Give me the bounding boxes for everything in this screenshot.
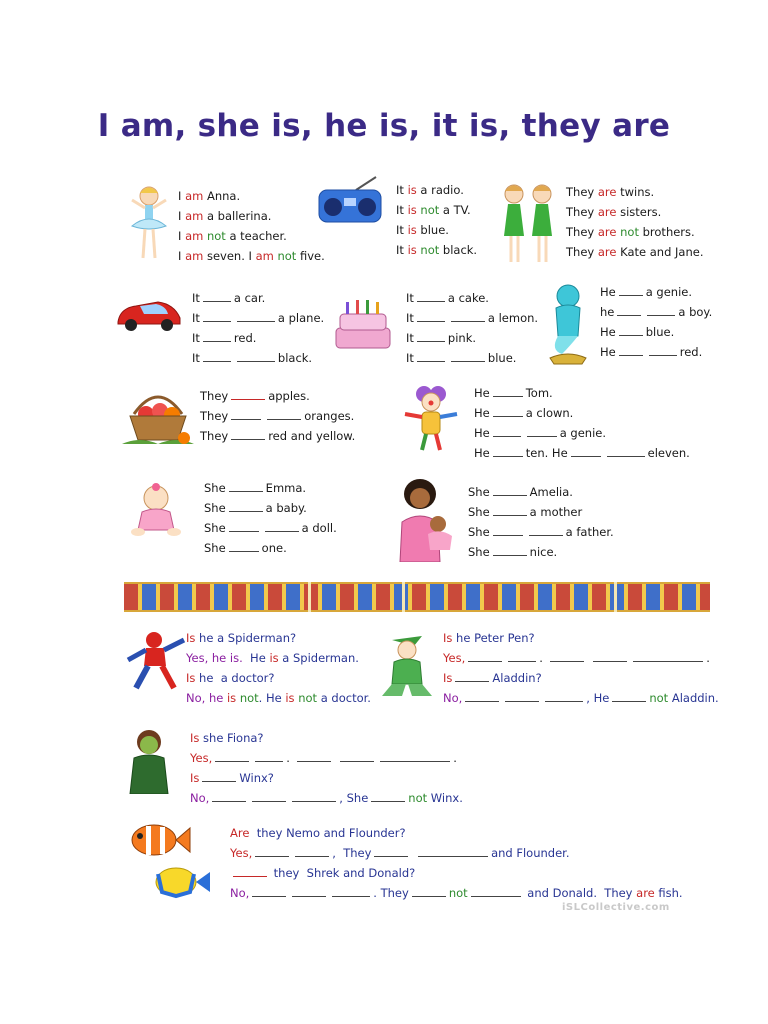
strip-divider bbox=[308, 582, 311, 612]
answer-blank[interactable] bbox=[607, 445, 645, 457]
qa-spiderman bbox=[186, 628, 371, 708]
car-illustration bbox=[114, 294, 184, 334]
sentence: They are not brothers. bbox=[566, 225, 695, 239]
exercise-line: He ten. He eleven. bbox=[474, 446, 690, 460]
answer-blank[interactable] bbox=[418, 845, 488, 857]
answer-blank[interactable] bbox=[255, 750, 283, 762]
sentence: I am Anna. bbox=[178, 189, 241, 203]
exercise-line: They oranges. bbox=[200, 409, 355, 423]
answer-blank[interactable] bbox=[371, 790, 405, 802]
question: Is he a Spiderman? bbox=[186, 631, 297, 645]
exercise-line: It black. bbox=[192, 351, 313, 365]
sentence: It is not black. bbox=[396, 243, 478, 257]
answer-blank[interactable] bbox=[203, 330, 231, 342]
exercise-line: He Tom. bbox=[474, 386, 553, 400]
exercise-line: They apples. bbox=[200, 389, 310, 403]
answer-blank[interactable] bbox=[527, 425, 557, 437]
answer-blank[interactable] bbox=[417, 290, 445, 302]
exercise-line: She Amelia. bbox=[468, 485, 573, 499]
exercise-line: They red and yellow. bbox=[200, 429, 356, 443]
answer-blank[interactable] bbox=[231, 408, 261, 420]
qa-fiona bbox=[190, 728, 463, 808]
answer-blank[interactable] bbox=[451, 310, 485, 322]
sentence: I am a ballerina. bbox=[178, 209, 272, 223]
answer-blank[interactable] bbox=[292, 885, 326, 897]
watermark: iSLCollective.com bbox=[562, 902, 670, 913]
qa-peter-pan bbox=[443, 628, 719, 708]
question: Are they Nemo and Flounder? bbox=[230, 826, 406, 840]
answer-blank[interactable] bbox=[493, 484, 527, 496]
answer-blank[interactable] bbox=[465, 690, 499, 702]
answer-blank[interactable] bbox=[237, 350, 275, 362]
answer-blank[interactable] bbox=[455, 670, 489, 682]
answer-blank[interactable] bbox=[647, 304, 675, 316]
answer-blank[interactable] bbox=[267, 408, 301, 420]
sentence: They are sisters. bbox=[566, 205, 662, 219]
answer-blank[interactable] bbox=[292, 790, 336, 802]
exercise-line: She Emma. bbox=[204, 481, 307, 495]
page-title: I am, she is, he is, it is, they are bbox=[97, 108, 671, 144]
answer-blank[interactable] bbox=[633, 650, 703, 662]
radio-illustration bbox=[316, 176, 384, 226]
answer-blank[interactable] bbox=[215, 750, 249, 762]
exercise-line: It a plane. bbox=[192, 311, 325, 325]
answer-blank[interactable] bbox=[593, 650, 627, 662]
answer: Yes, , They and Flounder. bbox=[230, 846, 570, 860]
answer: No, , She not Winx. bbox=[190, 791, 463, 805]
answer-blank[interactable] bbox=[508, 650, 536, 662]
exercise-line: It a lemon. bbox=[406, 311, 539, 325]
exercise-line: She nice. bbox=[468, 545, 558, 559]
sec3-col1 bbox=[200, 386, 355, 446]
answer-blank[interactable] bbox=[255, 845, 289, 857]
nemo-and-flounder-illustration bbox=[118, 818, 212, 904]
sentence: It is a radio. bbox=[396, 183, 464, 197]
answer-blank[interactable] bbox=[417, 310, 445, 322]
sec1-col3 bbox=[566, 182, 704, 262]
genie-illustration bbox=[540, 280, 594, 366]
exercise-line: He red. bbox=[600, 345, 703, 359]
answer-blank[interactable] bbox=[505, 690, 539, 702]
answer-blank[interactable] bbox=[471, 885, 521, 897]
clown-illustration bbox=[402, 384, 460, 454]
twins-illustration bbox=[498, 180, 558, 266]
exercise-line: It red. bbox=[192, 331, 257, 345]
answer: No, . They not and Donald. They are fish. bbox=[230, 886, 683, 900]
answer-blank[interactable] bbox=[619, 344, 643, 356]
spiderman-illustration bbox=[124, 630, 188, 692]
exercise-line: It pink. bbox=[406, 331, 477, 345]
answer-blank[interactable] bbox=[380, 750, 450, 762]
answer-blank[interactable] bbox=[265, 520, 299, 532]
sec4-col1 bbox=[204, 478, 337, 558]
answer-blank[interactable] bbox=[571, 445, 601, 457]
exercise-line: It blue. bbox=[406, 351, 517, 365]
peter-pan-illustration bbox=[378, 630, 436, 700]
fiona-illustration bbox=[124, 728, 174, 794]
answer-blank[interactable] bbox=[295, 845, 329, 857]
answer-blank[interactable] bbox=[203, 290, 231, 302]
answer-blank[interactable] bbox=[202, 770, 236, 782]
exercise-line: It a cake. bbox=[406, 291, 489, 305]
exercise-line: She a doll. bbox=[204, 521, 337, 535]
answer-blank[interactable] bbox=[545, 690, 583, 702]
sentence: It is not a TV. bbox=[396, 203, 471, 217]
sentence: It is blue. bbox=[396, 223, 449, 237]
answer-blank[interactable] bbox=[550, 650, 584, 662]
sec4-col2 bbox=[468, 482, 614, 562]
answer-blank[interactable] bbox=[203, 310, 231, 322]
question: Is he a doctor? bbox=[186, 671, 275, 685]
exercise-line: he a boy. bbox=[600, 305, 713, 319]
exercise-line: He a genie. bbox=[600, 285, 693, 299]
question: Is he Peter Pen? bbox=[443, 631, 535, 645]
sentence: They are Kate and Jane. bbox=[566, 245, 704, 259]
answer: Yes, he is. He is a Spiderman. bbox=[186, 651, 359, 665]
answer-blank[interactable] bbox=[374, 845, 408, 857]
sec2-col1 bbox=[192, 288, 324, 368]
answer: No, , He not Aladdin. bbox=[443, 691, 719, 705]
answer-blank[interactable] bbox=[493, 445, 523, 457]
exercise-line: It a car. bbox=[192, 291, 266, 305]
baby-illustration bbox=[128, 482, 184, 540]
answer-blank[interactable] bbox=[332, 885, 370, 897]
ballerina-illustration bbox=[126, 184, 172, 264]
sec1-col1 bbox=[178, 186, 325, 266]
answer-blank[interactable] bbox=[233, 865, 267, 877]
sec1-col2 bbox=[396, 180, 477, 260]
sentence: They are twins. bbox=[566, 185, 655, 199]
sentence: I am seven. I am not five. bbox=[178, 249, 325, 263]
answer-blank[interactable] bbox=[229, 520, 259, 532]
answer-blank[interactable] bbox=[252, 885, 286, 897]
exercise-line: He a genie. bbox=[474, 426, 607, 440]
exercise-line: She a father. bbox=[468, 525, 614, 539]
question: Is Winx? bbox=[190, 771, 274, 785]
answer-blank[interactable] bbox=[619, 284, 643, 296]
answer-blank[interactable] bbox=[493, 544, 527, 556]
answer: No, he is not. He is not a doctor. bbox=[186, 691, 371, 705]
question: Is she Fiona? bbox=[190, 731, 264, 745]
sec3-col2 bbox=[474, 383, 690, 463]
cake-illustration bbox=[332, 298, 394, 352]
answer-blank[interactable] bbox=[493, 524, 523, 536]
exercise-line: She a mother bbox=[468, 505, 583, 519]
apple-basket-illustration bbox=[120, 384, 196, 448]
answer-blank[interactable] bbox=[617, 304, 641, 316]
answer-blank[interactable] bbox=[297, 750, 331, 762]
answer-blank[interactable] bbox=[231, 388, 265, 400]
sec2-col2 bbox=[406, 288, 538, 368]
answer-blank[interactable] bbox=[493, 425, 521, 437]
question: Is Aladdin? bbox=[443, 671, 542, 685]
answer-blank[interactable] bbox=[529, 524, 563, 536]
answer-blank[interactable] bbox=[229, 500, 263, 512]
answer-blank[interactable] bbox=[237, 310, 275, 322]
answer: Yes, . . bbox=[190, 751, 457, 765]
exercise-line: She one. bbox=[204, 541, 287, 555]
answer-blank[interactable] bbox=[231, 428, 265, 440]
answer-blank[interactable] bbox=[649, 344, 677, 356]
question: they Shrek and Donald? bbox=[230, 863, 683, 883]
answer-blank[interactable] bbox=[417, 330, 445, 342]
answer-blank[interactable] bbox=[493, 504, 527, 516]
answer-blank[interactable] bbox=[493, 405, 523, 417]
answer-blank[interactable] bbox=[417, 350, 445, 362]
answer-blank[interactable] bbox=[340, 750, 374, 762]
exercise-line: He a clown. bbox=[474, 406, 574, 420]
strip-divider bbox=[402, 582, 405, 612]
answer-blank[interactable] bbox=[619, 324, 643, 336]
sentence: I am not a teacher. bbox=[178, 229, 287, 243]
answer-blank[interactable] bbox=[229, 480, 263, 492]
answer-blank[interactable] bbox=[203, 350, 231, 362]
sec2-col3 bbox=[600, 282, 712, 362]
answer: Yes, . . bbox=[443, 651, 710, 665]
strip-divider bbox=[614, 582, 617, 612]
answer-blank[interactable] bbox=[229, 540, 259, 552]
exercise-line: She a baby. bbox=[204, 501, 307, 515]
answer-blank[interactable] bbox=[493, 385, 523, 397]
spiderman-border-strip bbox=[124, 582, 710, 612]
qa-nemo-flounder bbox=[230, 823, 683, 903]
answer-blank[interactable] bbox=[612, 690, 646, 702]
answer-blank[interactable] bbox=[451, 350, 485, 362]
answer-blank[interactable] bbox=[468, 650, 502, 662]
answer-blank[interactable] bbox=[412, 885, 446, 897]
mother-and-baby-illustration bbox=[394, 478, 456, 562]
answer-blank[interactable] bbox=[212, 790, 246, 802]
answer-blank[interactable] bbox=[252, 790, 286, 802]
exercise-line: He blue. bbox=[600, 325, 675, 339]
